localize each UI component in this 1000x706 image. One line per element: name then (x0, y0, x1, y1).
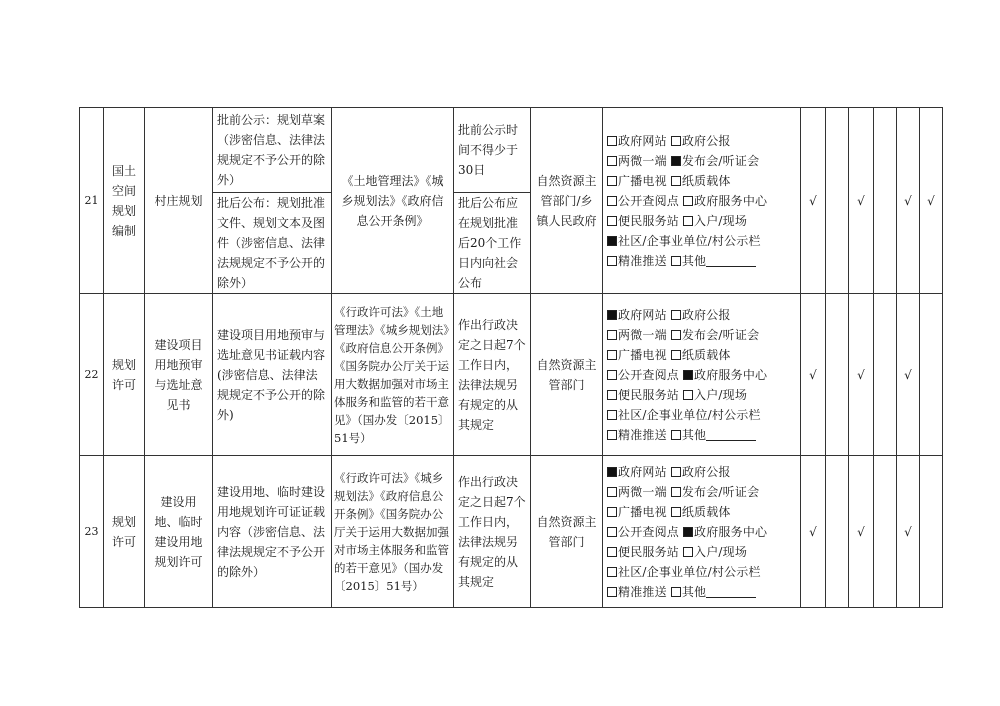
channel-list (603, 456, 801, 608)
unchecked-box-icon (607, 256, 617, 266)
channel-line (607, 365, 796, 385)
content-pre: 批前公示：规划草案（涉密信息、法律法规规定不予公开的除外） (213, 108, 332, 193)
unchecked-box-icon (607, 176, 617, 186)
mark-cell: √ (897, 108, 920, 294)
unchecked-box-icon (607, 216, 617, 226)
channel-option-label: 精准推送 (618, 253, 667, 268)
channel-line (607, 405, 796, 425)
channel-option-label: 政府服务中心 (694, 524, 768, 539)
unchecked-box-icon (607, 527, 617, 537)
channel-option-label: 入户/现场 (694, 544, 748, 559)
unchecked-box-icon (671, 587, 681, 597)
checked-box-icon (607, 467, 617, 477)
legal-basis: 《行政许可法》《城乡规划法》《政府信息公开条例》《国务院办公厅关于运用大数据加强对市场主体服务和监管的若干意见》（国办发〔2015〕51号） (332, 456, 454, 608)
mark-cell (874, 108, 897, 294)
unchecked-box-icon (671, 350, 681, 360)
unchecked-box-icon (671, 256, 681, 266)
category: 规划 许可 (104, 456, 145, 608)
channel-option-label: 发布会/听证会 (681, 327, 760, 342)
mark-cell (874, 456, 897, 608)
fill-in-blank (706, 427, 756, 441)
channel-option-label: 政府公报 (681, 464, 731, 479)
channel-line (607, 482, 796, 502)
channel-line (607, 191, 796, 211)
unchecked-box-icon (671, 330, 681, 340)
channel-option-label: 便民服务站 (618, 387, 680, 402)
channel-line (607, 542, 796, 562)
mark-cell (826, 456, 849, 608)
unchecked-box-icon (683, 196, 693, 206)
unchecked-box-icon (607, 430, 617, 440)
subject: 自然资源主管部门 (531, 456, 603, 608)
mark-cell: √ (849, 108, 874, 294)
unchecked-box-icon (607, 487, 617, 497)
channel-option-label: 其他 (681, 427, 707, 442)
channel-option-label: 社区/企事业单位/村公示栏 (618, 407, 761, 422)
mark-cell: √ (801, 294, 826, 456)
content: 建设用地、临时建设用地规划许可证证载内容（涉密信息、法律法规规定不予公开的除外） (213, 456, 332, 608)
channel-option-label: 纸质载体 (681, 173, 731, 188)
mark-cell (826, 108, 849, 294)
unchecked-box-icon (671, 136, 681, 146)
time-limit: 作出行政决定之日起7个工作日内，法律法规另有规定的从其规定 (454, 294, 531, 456)
channel-option-label: 政府网站 (618, 133, 667, 148)
channel-option-label: 两微一端 (618, 327, 667, 342)
checked-box-icon (683, 370, 693, 380)
channel-option-label: 发布会/听证会 (681, 153, 760, 168)
mark-cell: √ (849, 456, 874, 608)
mark-cell: √ (801, 108, 826, 294)
legal-basis: 《土地管理法》《城乡规划法》《政府信息公开条例》 (332, 108, 454, 294)
unchecked-box-icon (607, 410, 617, 420)
unchecked-box-icon (671, 487, 681, 497)
channel-option-label: 公开查阅点 (618, 367, 680, 382)
channel-option-label: 政府服务中心 (694, 193, 768, 208)
channel-line (607, 211, 796, 231)
channel-option-label: 社区/企事业单位/村公示栏 (618, 564, 761, 579)
subject: 自然资源主管部门 (531, 294, 603, 456)
checked-box-icon (607, 236, 617, 246)
channel-option-label: 纸质载体 (681, 347, 731, 362)
category: 规划 许可 (104, 294, 145, 456)
channel-line (607, 582, 796, 602)
channel-list (603, 108, 801, 294)
unchecked-box-icon (607, 156, 617, 166)
channel-option-label: 广播电视 (618, 173, 667, 188)
unchecked-box-icon (607, 196, 617, 206)
mark-cell (826, 294, 849, 456)
time-limit-post: 批后公布应在规划批准后20个工作日内向社会公布 (454, 193, 531, 294)
channel-option-label: 公开查阅点 (618, 193, 680, 208)
channel-line (607, 251, 796, 271)
unchecked-box-icon (607, 370, 617, 380)
channel-line (607, 151, 796, 171)
checked-box-icon (683, 527, 693, 537)
channel-option-label: 入户/现场 (694, 213, 748, 228)
mark-cell (920, 456, 943, 608)
channel-option-label: 政府公报 (681, 307, 731, 322)
time-limit-pre: 批前公示时间不得少于30日 (454, 108, 531, 193)
channel-line (607, 231, 796, 251)
unchecked-box-icon (671, 310, 681, 320)
checked-box-icon (607, 310, 617, 320)
category: 国土 空间 规划 编制 (104, 108, 145, 294)
mark-cell (874, 294, 897, 456)
channel-line (607, 171, 796, 191)
unchecked-box-icon (683, 547, 693, 557)
channel-list (603, 294, 801, 456)
channel-line (607, 502, 796, 522)
channel-line (607, 462, 796, 482)
content: 建设项目用地预审与选址意见书证载内容(涉密信息、法律法规规定不予公开的除外) (213, 294, 332, 456)
mark-cell: √ (801, 456, 826, 608)
channel-option-label: 精准推送 (618, 427, 667, 442)
unchecked-box-icon (683, 390, 693, 400)
channel-option-label: 政府公报 (681, 133, 731, 148)
unchecked-box-icon (671, 430, 681, 440)
unchecked-box-icon (607, 547, 617, 557)
item-name: 建设用地、临时建设用地规划许可 (145, 456, 213, 608)
disclosure-table (79, 107, 943, 608)
unchecked-box-icon (607, 350, 617, 360)
item-name: 村庄规划 (145, 108, 213, 294)
channel-line (607, 305, 796, 325)
subject: 自然资源主管部门/乡镇人民政府 (531, 108, 603, 294)
channel-option-label: 其他 (681, 253, 707, 268)
channel-option-label: 两微一端 (618, 484, 667, 499)
unchecked-box-icon (671, 507, 681, 517)
checked-box-icon (671, 156, 681, 166)
unchecked-box-icon (607, 507, 617, 517)
channel-option-label: 精准推送 (618, 584, 667, 599)
channel-line (607, 345, 796, 365)
channel-option-label: 广播电视 (618, 347, 667, 362)
time-limit: 作出行政决定之日起7个工作日内，法律法规另有规定的从其规定 (454, 456, 531, 608)
channel-option-label: 政府网站 (618, 307, 667, 322)
channel-option-label: 政府服务中心 (694, 367, 768, 382)
channel-option-label: 两微一端 (618, 153, 667, 168)
unchecked-box-icon (671, 176, 681, 186)
channel-option-label: 广播电视 (618, 504, 667, 519)
channel-option-label: 纸质载体 (681, 504, 731, 519)
channel-line (607, 385, 796, 405)
content-post: 批后公布：规划批准文件、规划文本及图件（涉密信息、法律法规规定不予公开的除外） (213, 193, 332, 294)
mark-cell: √ (897, 294, 920, 456)
mark-cell: √ (849, 294, 874, 456)
unchecked-box-icon (671, 467, 681, 477)
unchecked-box-icon (607, 136, 617, 146)
fill-in-blank (706, 584, 756, 598)
channel-line (607, 131, 796, 151)
channel-option-label: 公开查阅点 (618, 524, 680, 539)
channel-line (607, 562, 796, 582)
channel-option-label: 社区/企事业单位/村公示栏 (618, 233, 761, 248)
unchecked-box-icon (607, 567, 617, 577)
legal-basis: 《行政许可法》《土地管理法》《城乡规划法》《政府信息公开条例》《国务院办公厅关于运用大数据加强对市场主体服务和监管的若干意见》（国办发〔2015〕51号） (332, 294, 454, 456)
channel-option-label: 发布会/听证会 (681, 484, 760, 499)
fill-in-blank (706, 253, 756, 267)
unchecked-box-icon (607, 390, 617, 400)
channel-option-label: 政府网站 (618, 464, 667, 479)
unchecked-box-icon (607, 330, 617, 340)
channel-option-label: 其他 (681, 584, 707, 599)
channel-option-label: 便民服务站 (618, 213, 680, 228)
mark-cell (920, 294, 943, 456)
channel-line (607, 522, 796, 542)
row-number: 21 (80, 108, 104, 294)
row-number: 23 (80, 456, 104, 608)
channel-option-label: 入户/现场 (694, 387, 748, 402)
item-name: 建设项目用地预审与选址意见书 (145, 294, 213, 456)
unchecked-box-icon (683, 216, 693, 226)
unchecked-box-icon (607, 587, 617, 597)
mark-cell: √ (920, 108, 943, 294)
channel-line (607, 325, 796, 345)
row-number: 22 (80, 294, 104, 456)
channel-line (607, 425, 796, 445)
mark-cell: √ (897, 456, 920, 608)
channel-option-label: 便民服务站 (618, 544, 680, 559)
